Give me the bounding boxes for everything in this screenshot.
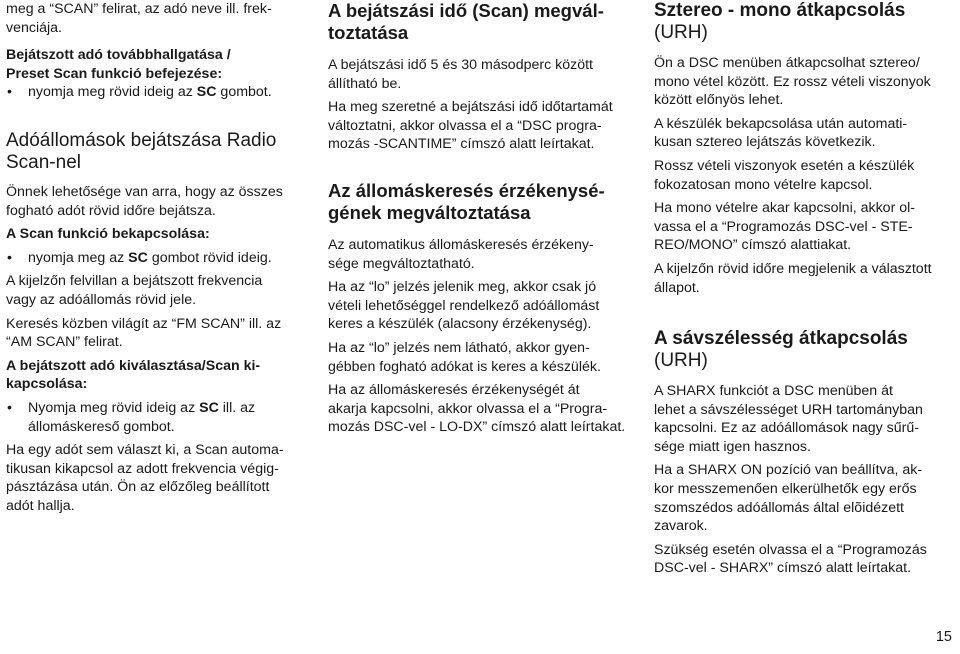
- text-paragraph: meg a “SCAN” felirat, az adó neve ill. frek- venciája.: [6, 1, 272, 36]
- text-paragraph: Ha mono vételre akar kapcsolni, akkor ol- vassa el a “Programozás DSC-vel - STE- REO/MONO” címszó alattiakat.: [654, 200, 916, 254]
- text-paragraph: A SHARX funkciót a DSC menüben át lehet a sávszélességet URH tartományban kapcsolni. Ez az adóállomások nagy sűrű- sége miatt igen hasznos.: [654, 383, 923, 455]
- section-heading: Bejátszott adó továbbhallgatása / Preset Scan funkció befejezése:: [6, 47, 231, 82]
- text-paragraph: Ha az “lo” jelzés jelenik meg, akkor csak jó vételi lehetőséggel rendelkező adóállomást keres a készülék (alacsony érzékenység).: [328, 279, 600, 333]
- section-title: Az állomáskeresés érzékenysé- gének megváltoztatása: [328, 180, 605, 223]
- text-paragraph: Szükség esetén olvassa el a “Programozás DSC-vel - SHARX” címszó alatt leírtakat.: [654, 541, 927, 577]
- section-preset-scan: [6, 46, 312, 102]
- section-bandwidth: [654, 382, 956, 578]
- text-paragraph: Ha a SHARX ON pozíció van beállítva, ak- kor messzemenően elkerülhetők egy erős szomszédos adóállomás által elõidézett zavarok.: [654, 462, 923, 535]
- page-number: 15: [935, 629, 952, 645]
- section-heading: A Scan funkció bekapcsolása:: [6, 226, 210, 243]
- section-title: A sávszélesség átkapcsolás (URH): [654, 328, 908, 371]
- text-paragraph: Önnek lehetősége van arra, hogy az összes fogható adót rövid időre bejátsza.: [6, 184, 283, 219]
- text-paragraph: Ha az “lo” jelzés nem látható, akkor gyen- gébben fogható adókat is keres a készülék.: [328, 339, 601, 375]
- text-paragraph: Az automatikus állomáskeresés érzékeny- sége megváltoztatható.: [328, 237, 594, 272]
- text-paragraph: Rossz vételi viszonyok esetén a készülék fokozatosan mono vételre kapcsol.: [654, 157, 915, 193]
- section-heading: A bejátszott adó kiválasztása/Scan ki- kapcsolása:: [6, 357, 261, 393]
- section-title: Sztereo - mono átkapcsolás (URH): [654, 0, 906, 43]
- section-title: Adóállomások bejátszása Radio Scan-nel: [6, 130, 277, 173]
- text-paragraph: Ön a DSC menüben átkapcsolhat sztereo/ mono vétel között. Ez rossz vételi viszonyok között előnyös lehet.: [654, 55, 931, 109]
- section-sensitivity: [328, 236, 638, 437]
- bullet-item: • Nyomja meg rövid ideig az SC ill. az állomáskereső gombot.: [6, 399, 312, 436]
- text-paragraph: Ha meg szeretné a bejátszási idő időtartamát változtatni, akkor olvassa el a “DSC progra- mozás -SCANTIME” címszó alatt leírtakat.: [328, 99, 613, 153]
- section-radio-scan: [6, 130, 312, 516]
- text-paragraph: A kijelzőn rövid időre megjelenik a választott állapot.: [654, 260, 932, 296]
- text-paragraph: Keresés közben világít az “FM SCAN” ill. az “AM SCAN” felirat.: [6, 315, 282, 351]
- bullet-item: • nyomja meg rövid ideig az SC gombot.: [6, 83, 312, 102]
- text-paragraph: Ha egy adót sem választ ki, a Scan automa- tikusan kikapcsol az adott frekvencia végig- pásztázása után. Ön az előzőleg beállított adót hallja.: [6, 442, 284, 514]
- text-paragraph: Ha az állomáskeresés érzékenységét át akarja kapcsolni, akkor olvassa el a “Progra- mozás DSC-vel - LO-DX” címszó alatt leírtakat.: [328, 382, 626, 436]
- section-title: A bejátszási idő (Scan) megvál- toztatása: [328, 0, 604, 43]
- section-stereo-mono: [654, 54, 956, 297]
- bullet-item: • nyomja meg az SC gombot rövid ideig.: [6, 249, 312, 268]
- text-paragraph: A bejátszási idő 5 és 30 másodperc között állítható be.: [328, 57, 593, 92]
- text-paragraph: A kijelzőn felvillan a bejátszott frekvencia vagy az adóállomás rövid jele.: [6, 273, 263, 308]
- section-scan-time: [328, 56, 638, 154]
- text-paragraph: A készülék bekapcsolása után automati- kusan sztereo lejátszás következik.: [654, 115, 908, 151]
